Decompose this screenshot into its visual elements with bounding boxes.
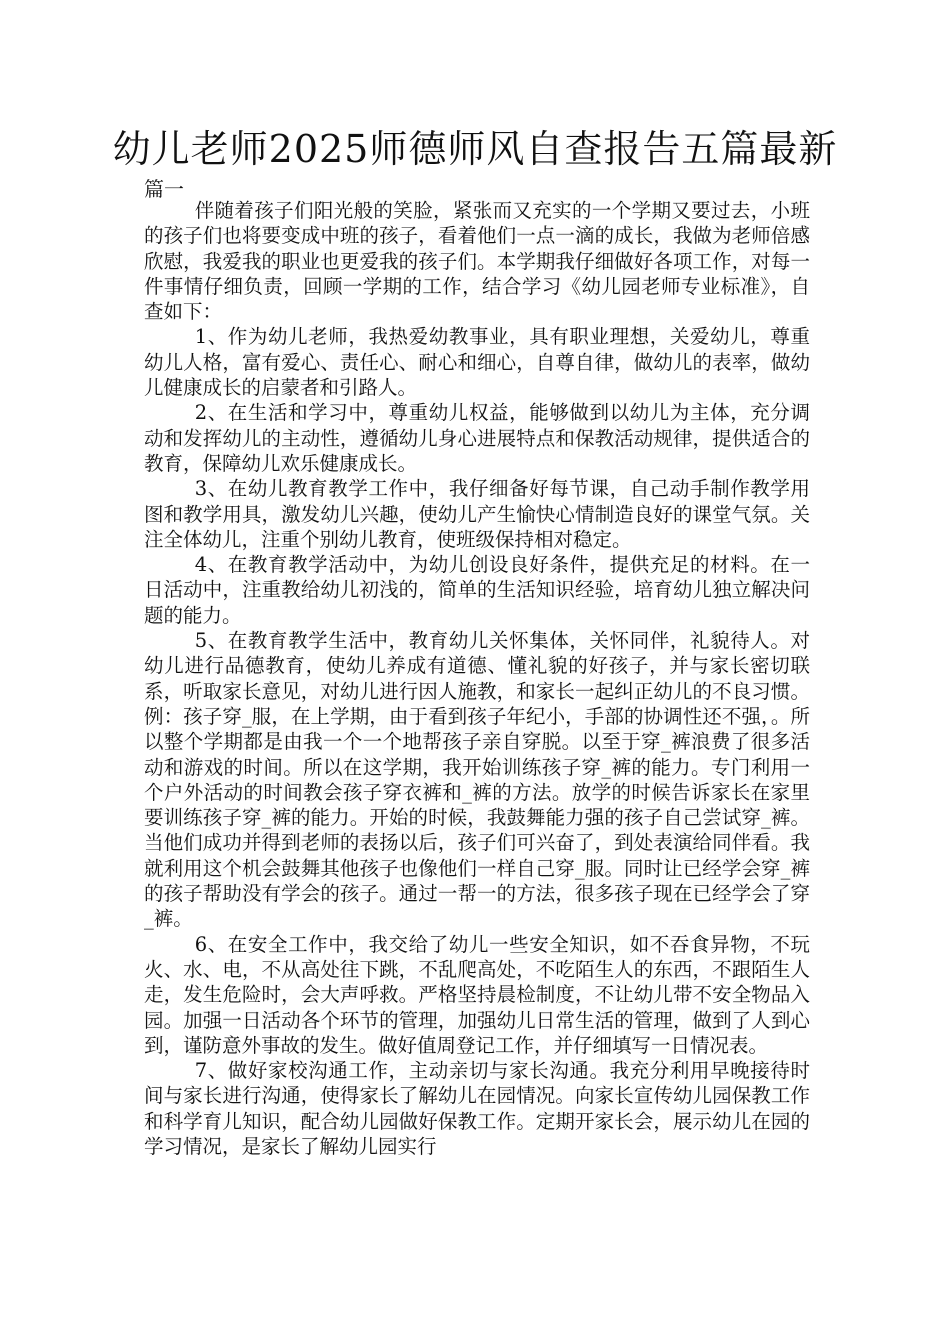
document-body <box>144 198 810 1159</box>
paragraph-item-2: 2、在生活和学习中，尊重幼儿权益，能够做到以幼儿为主体，充分调动和发挥幼儿的主动性，遵循幼儿身心进展特点和保教活动规律，提供适合的教育，保障幼儿欢乐健康成长。 <box>144 401 810 475</box>
paragraph-intro: 伴随着孩子们阳光般的笑脸，紧张而又充实的一个学期又要过去，小班的孩子们也将要变成中班的孩子，看着他们一点一滴的成长，我做为老师倍感欣慰，我爱我的职业也更爱我的孩子们。本学期我仔细做好各项工作，对每一件事情仔细负责，回顾一学期的工作，结合学习《幼儿园老师专业标准》，自查如下： <box>144 199 810 324</box>
paragraph-item-7: 7、做好家校沟通工作，主动亲切与家长沟通。我充分利用早晚接待时间与家长进行沟通，使得家长了解幼儿在园情况。向家长宣传幼儿园保教工作和科学育儿知识，配合幼儿园做好保教工作。定期开家长会，展示幼儿在园的学习情况，是家长了解幼儿园实行 <box>144 1059 810 1158</box>
paragraph-item-3: 3、在幼儿教育教学工作中，我仔细备好每节课，自己动手制作教学用图和教学用具，激发幼儿兴趣，使幼儿产生愉快心情制造良好的课堂气氛。关注全体幼儿，注重个别幼儿教育，使班级保持相对稳定。 <box>144 477 810 551</box>
paragraph-item-4: 4、在教育教学活动中，为幼儿创设良好条件，提供充足的材料。在一日活动中，注重教给幼儿初浅的，简单的生活知识经验，培育幼儿独立解决问题的能力。 <box>144 553 810 627</box>
paragraph-item-6: 6、在安全工作中，我交给了幼儿一些安全知识，如不吞食异物，不玩火、水、电，不从高处往下跳，不乱爬高处，不吃陌生人的东西，不跟陌生人走，发生危险时，会大声呼救。严格坚持晨检制度，不让幼儿带不安全物品入园。加强一日活动各个环节的管理，加强幼儿日常生活的管理，做到了人到心到，谨防意外事故的发生。做好值周登记工作，并仔细填写一日情况表。 <box>144 932 810 1057</box>
document-title: 幼儿老师2025师德师风自查报告五篇最新 <box>112 127 838 171</box>
paragraph-item-5: 5、在教育教学生活中，教育幼儿关怀集体，关怀同伴，礼貌待人。对幼儿进行品德教育，使幼儿养成有道德、懂礼貌的好孩子，并与家长密切联系，听取家长意见，对幼儿进行因人施教，和家长一起纠正幼儿的不良习惯。例：孩子穿_服，在上学期，由于看到孩子年纪小，手部的协调性还不强，。所以整个学期都是由我一个一个地帮孩子亲自穿脱。以至于穿_裤浪费了很多活动和游戏的时间。所以在这学期，我开始训练孩子穿_裤的能力。专门利用一个户外活动的时间教会孩子穿衣裤和_裤的方法。放学的时候告诉家长在家里要训练孩子穿_裤的能力。开始的时候，我鼓舞能力强的孩子自己尝试穿_裤。当他们成功并得到老师的表扬以后，孩子们可兴奋了，到处表演给同伴看。我就利用这个机会鼓舞其他孩子也像他们一样自己穿_服。同时让已经学会穿_裤的孩子帮助没有学会的孩子。通过一帮一的方法，很多孩子现在已经学会了穿_裤。 <box>144 629 810 931</box>
paragraph-item-1: 1、作为幼儿老师，我热爱幼教事业，具有职业理想，关爱幼儿，尊重幼儿人格，富有爱心、责任心、耐心和细心，自尊自律，做幼儿的表率，做幼儿健康成长的启蒙者和引路人。 <box>144 325 810 400</box>
section-label: 篇一 <box>144 177 184 201</box>
